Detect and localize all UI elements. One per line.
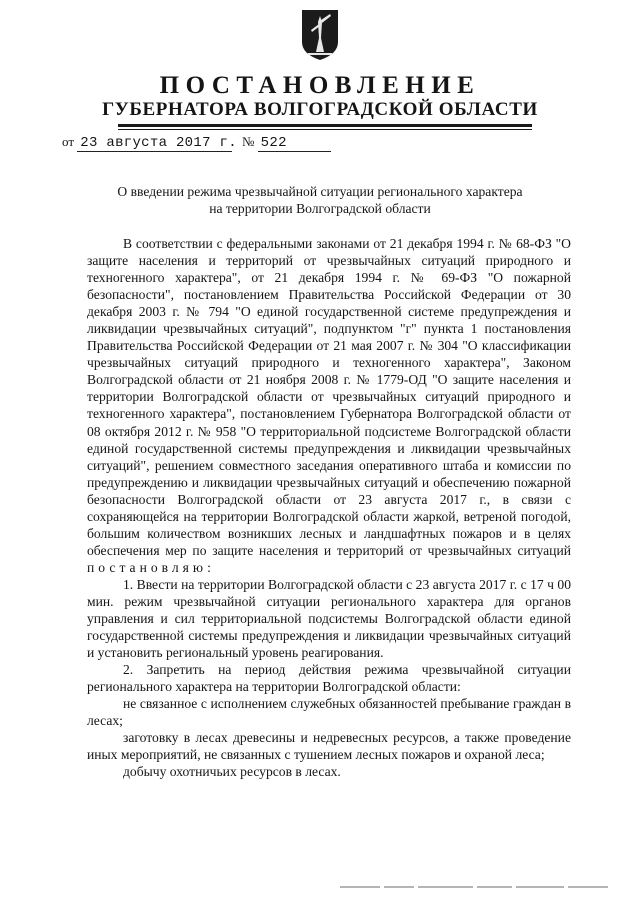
decree-word: постановляю: [87,559,215,575]
item-2a-paragraph: не связанное с исполнением служебных обязанностей пребывание граждан в лесах; [87,696,571,729]
document-title: ПОСТАНОВЛЕНИЕ [159,72,481,99]
document-issuer: ГУБЕРНАТОРА ВОЛГОГРАДСКОЙ ОБЛАСТИ [102,99,538,120]
printer-imprint-mark [340,884,610,890]
preamble-text: В соответствии с федеральными законами от 21 декабря 1994 г. № 68-ФЗ "О защите населения и территорий от чрезвычайных ситуаций природного и техногенного характера", от 21 декабря 1994 г. № 69-ФЗ "О пожарной безопасности", постановлением Правительства Российской Федерации от 30 декабря 2003 г. № 794 "О единой государственной системе предупреждения и ликвидации чрезвычайных ситуаций", подпунктом "г" пункта 1 постановления Правительства Российской Федерации от 21 мая 2007 г. № 304 "О классификации чрезвычайных ситуаций природного и техногенного характера", Законом Волгоградской области от 21 ноября 2008 г. № 1779-ОД "О защите населения и территории Волгоградской области от чрезвычайных ситуаций природного и техногенного характера", постановлением Губернатора Волгоградской области от 08 октября 2012 г. № 958 "О территориальной подсистеме Волгоградской области единой государственной системы предупреждения и ликвидации чрезвычайных ситуаций", решением совместного заседания оперативного штаба и комиссии по предупреждению и ликвидации чрезвычайных ситуаций и обеспечению пожарной безопасности Волгоградской области от 23 августа 2017 г., в связи с сохраняющейся на территории Волгоградской области жаркой, ветреной погодой, большим количеством возникших лесных и ландшафтных пожаров и в целях обеспечения мер по защите населения и территорий от чрезвычайных ситуаций [87,236,571,558]
document-subject [60,183,580,217]
item-2c-paragraph: добычу охотничьих ресурсов в лесах. [123,764,341,780]
number-label: № [242,134,255,149]
header-rule-thin [118,129,532,130]
subject-line-2: на территории Волгоградской области [209,201,431,216]
item-1-paragraph: 1. Ввести на территории Волгоградской области с 23 августа 2017 г. с 17 ч 00 мин. режим чрезвычайной ситуации регионального характера для органов управления и сил территориальной подсистемы Волгоградской области единой государственной системы предупреждения и ликвидации чрезвычайных ситуаций и установить региональный уровень реагирования. [87,576,571,661]
registration-line [62,134,331,152]
header-rule-thick [118,124,532,127]
preamble-paragraph [87,235,571,576]
item-2-paragraph: 2. Запретить на период действия режима чрезвычайной ситуации регионального характера на территории Волгоградской области: [87,662,571,695]
document-number: 522 [260,135,287,151]
date-label: от [62,134,75,149]
subject-line-1: О введении режима чрезвычайной ситуации регионального характера [117,184,523,199]
coat-of-arms-emblem [300,8,340,62]
document-body [87,235,571,781]
item-2b-paragraph: заготовку в лесах древесины и недревесных ресурсов, а также проведение иных мероприятий, не связанных с тушением лесных пожаров и охраной леса; [87,730,571,763]
document-date: 23 августа 2017 г. [80,135,237,151]
